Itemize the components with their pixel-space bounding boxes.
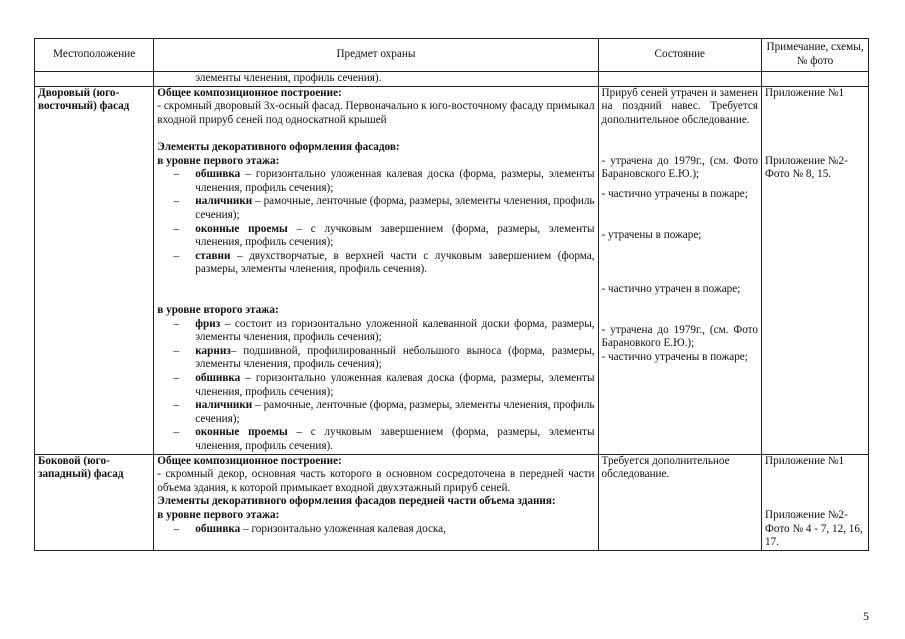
list-item: – карниз– подшивной, профилированный небольшого выноса (форма, размеры, элементы членения, профиль сечения); <box>173 344 595 371</box>
row1-level1-title: в уровне первого этажа: <box>157 154 280 167</box>
header-location: Местоположение <box>35 39 154 72</box>
row2-state <box>598 454 762 550</box>
note-text: Приложение №2- Фото № 8, 15. <box>765 154 848 181</box>
table-row <box>35 454 869 550</box>
state-text: - частично утрачены в пожаре; <box>601 187 748 200</box>
page-number: 5 <box>863 609 869 623</box>
state-text: - утрачены в пожаре; <box>601 228 702 241</box>
row1-state <box>598 86 762 454</box>
state-text: Требуется дополнительное обследование. <box>601 454 730 481</box>
note-text: Приложение №2- Фото № 4 - 7, 12, 16, 17. <box>765 509 863 549</box>
row1-level2-title: в уровне второго этажа: <box>157 304 279 317</box>
protection-table <box>34 38 869 551</box>
list-item: – оконные проемы – с лучковым завершением (форма, размеры, элементы членения, профиль сечения); <box>173 222 595 249</box>
row1-subject <box>154 86 598 454</box>
header-subject: Предмет охраны <box>154 39 598 72</box>
list-item: – наличники – рамочные, ленточные (форма, размеры, элементы членения, профиль сечения); <box>173 399 595 425</box>
row1-general-title: Общее композиционное построение: <box>157 86 342 99</box>
state-text: - частично утрачен в пожаре; <box>601 282 741 295</box>
header-state: Состояние <box>598 39 762 72</box>
row2-general-text: - скромный декор, основная часть которого в основном сосредоточена в передней части объема здания, к которой примыкает входной двухэтажный прируб сеней. <box>157 468 595 494</box>
row2-note <box>762 454 869 550</box>
row1-location: Дворовый (юго-восточный) фасад <box>35 86 154 454</box>
list-item: – оконные проемы – с лучковым завершением (форма, размеры, элементы членения, профиль сечения). <box>173 426 595 453</box>
list-item: – обшивка – горизонтально уложенная калевая доска, <box>173 522 446 535</box>
row1-note <box>762 86 869 454</box>
list-item: – наличники – рамочные, ленточные (форма, размеры, элементы членения, профиль сечения); <box>173 195 595 221</box>
row2-decor-title: Элементы декоративного оформления фасадов передней части объема здания: <box>157 495 556 508</box>
row2-subject <box>154 454 598 550</box>
state-text: - утрачена до 1979г., (см. Фото Барановского Е.Ю.); <box>601 154 759 181</box>
continuation-text: элементы членения, профиль сечения). <box>195 72 382 84</box>
list-item: – обшивка – горизонтально уложенная калевая доска (форма, размеры, элементы членения, профиль сечения); <box>173 168 595 194</box>
note-text: Приложение №1 <box>765 86 845 99</box>
table-row <box>35 86 869 454</box>
header-row <box>35 39 869 72</box>
state-text: - утрачена до 1979г., (см. Фото Барановкого Е.Ю.); <box>601 323 759 350</box>
state-text: Прируб сеней утрачен и заменен на поздний навес. Требуется дополнительное обследование. <box>601 86 759 126</box>
continuation-row <box>35 72 869 87</box>
row2-location: Боковой (юго-западный) фасад <box>35 454 154 550</box>
header-note: Примечание, схемы, № фото <box>762 39 869 72</box>
row2-level1-title: в уровне первого этажа: <box>157 509 280 521</box>
state-text: - частично утрачены в пожаре; <box>601 350 748 363</box>
row1-general-text: - скромный дворовый 3х-осный фасад. Первоначально к юго-восточному фасаду примыкал входной прируб сеней под односкатной крышей <box>157 100 595 126</box>
list-item: – фриз – состоит из горизонтально уложенной калеванной доски форма, размеры, элементы членения, профиль сечения); <box>173 317 595 344</box>
list-item: – обшивка – горизонтально уложенная калевая доска (форма, размеры, элементы членения, профиль сечения); <box>173 372 595 398</box>
note-text: Приложение №1 <box>765 454 845 467</box>
list-item: – ставни – двухстворчатые, в верхней части с лучковым завершением (форма, размеры, элементы членения, профиль сечения). <box>173 249 595 276</box>
row2-general-title: Общее композиционное построение: <box>157 454 342 467</box>
row1-decor-title: Элементы декоративного оформления фасадов: <box>157 140 400 153</box>
